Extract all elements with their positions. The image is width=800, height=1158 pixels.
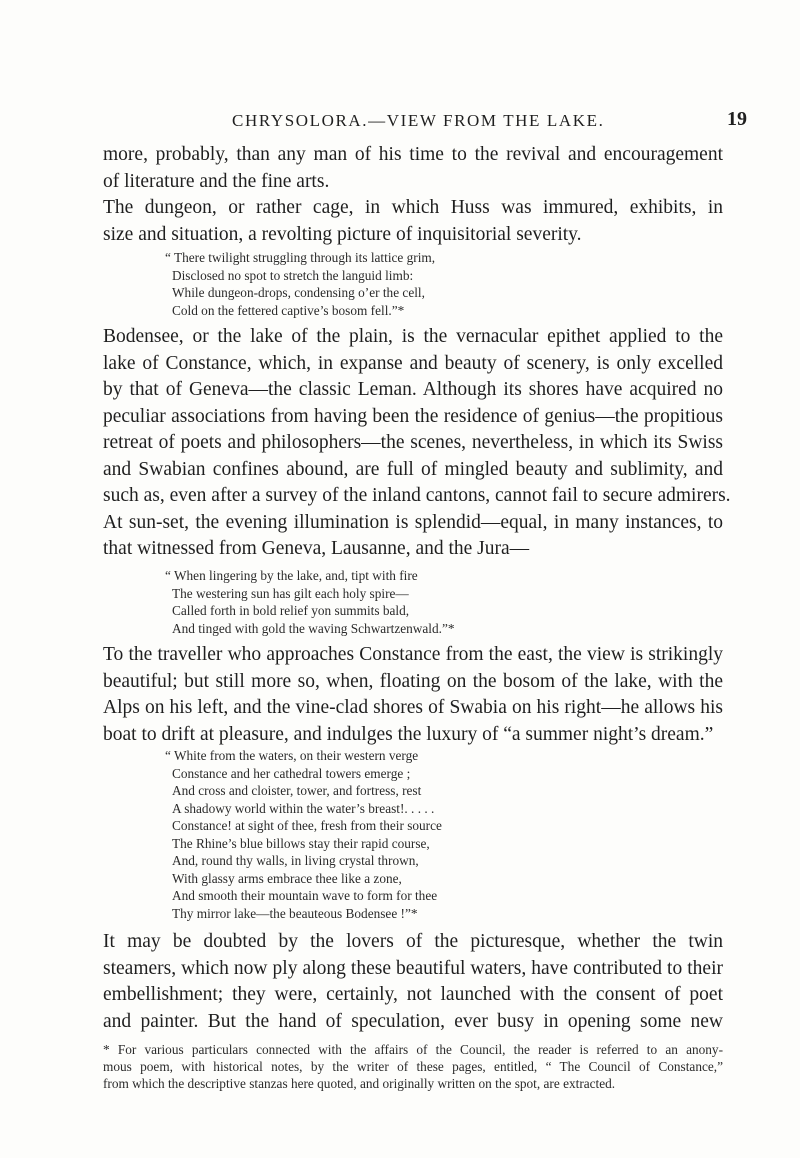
verse-quote-2 bbox=[165, 567, 455, 637]
text-line: more, probably, than any man of his time to the revival and encouragement bbox=[103, 144, 723, 165]
verse-quote-1 bbox=[165, 249, 435, 319]
text-line: embellishment; they were, certainly, not launched with the consent of poet bbox=[103, 984, 723, 1005]
text-line: beautiful; but still more so, when, floating on the bosom of the lake, with the bbox=[103, 670, 723, 692]
text-line: and Swabian confines abound, are full of mingled beauty and sublimity, and bbox=[103, 458, 723, 480]
text-line: by that of Geneva—the classic Leman. Although its shores have acquired no bbox=[103, 379, 723, 400]
text-line: and painter. But the hand of speculation, ever busy in opening some new bbox=[103, 1010, 723, 1032]
verse-line: And, round thy walls, in living crystal thrown, bbox=[172, 853, 419, 868]
text-line: retreat of poets and philosophers—the scenes, nevertheless, in which its Swiss bbox=[103, 432, 723, 453]
verse-line: Cold on the fettered captive’s bosom fell.”* bbox=[172, 302, 405, 318]
footnote-line: * For various particulars connected with the affairs of the Council, the reader is referred to an anony- bbox=[103, 1042, 723, 1057]
verse-line: And cross and cloister, tower, and fortress, rest bbox=[172, 783, 422, 798]
verse-quote-3 bbox=[165, 747, 442, 922]
paragraph-1 bbox=[103, 142, 723, 195]
text-line: To the traveller who approaches Constance from the east, the view is strikingly bbox=[103, 644, 723, 665]
text-line: such as, even after a survey of the inland cantons, cannot fail to secure admirers. bbox=[103, 485, 731, 506]
footnote bbox=[103, 1041, 723, 1092]
text-line: Bodensee, or the lake of the plain, is the vernacular epithet applied to the bbox=[103, 326, 723, 347]
text-line: It may be doubted by the lovers of the picturesque, whether the twin bbox=[103, 931, 723, 952]
verse-line: A shadowy world within the water’s breast!. . . . . bbox=[172, 800, 435, 816]
verse-line: With glassy arms embrace thee like a zone, bbox=[172, 870, 402, 886]
verse-line: “ There twilight struggling through its lattice grim, bbox=[165, 250, 436, 265]
paragraph-5 bbox=[103, 929, 723, 1035]
text-line: Alps on his left, and the vine-clad shores of Swabia on his right—he allows his bbox=[103, 697, 723, 718]
verse-line: “ White from the waters, on their western verge bbox=[165, 748, 419, 763]
verse-line: Disclosed no spot to stretch the languid limb: bbox=[172, 267, 414, 283]
verse-line: Constance! at sight of thee, fresh from their source bbox=[172, 818, 442, 833]
verse-line: While dungeon-drops, condensing o’er the cell, bbox=[172, 285, 425, 300]
text-line: steamers, which now ply along these beautiful waters, have contributed to their bbox=[103, 957, 723, 979]
verse-line: Constance and her cathedral towers emerge ; bbox=[172, 765, 411, 781]
verse-line: The westering sun has gilt each holy spire— bbox=[172, 585, 409, 601]
text-line: that witnessed from Geneva, Lausanne, and the Jura— bbox=[103, 538, 530, 559]
text-line: size and situation, a revolting picture of inquisitorial severity. bbox=[103, 223, 582, 245]
page-number: 19 bbox=[727, 108, 747, 130]
paragraph-2 bbox=[103, 195, 723, 248]
footnote-line: mous poem, with historical notes, by the writer of these pages, entitled, “ The Council of Constance,” bbox=[103, 1059, 723, 1074]
verse-line: Called forth in bold relief yon summits bald, bbox=[172, 603, 410, 618]
text-line: At sun-set, the evening illumination is splendid—equal, in many instances, to bbox=[103, 511, 723, 533]
paragraph-3 bbox=[103, 324, 731, 563]
paragraph-4 bbox=[103, 642, 723, 748]
verse-line: The Rhine’s blue billows stay their rapid course, bbox=[172, 835, 430, 851]
verse-line: “ When lingering by the lake, and, tipt with fire bbox=[165, 568, 418, 583]
text-line: lake of Constance, which, in expanse and beauty of scenery, is only excelled bbox=[103, 352, 723, 374]
text-line: peculiar associations from having been the residence of genius—the propitious bbox=[103, 405, 723, 427]
verse-line: Thy mirror lake—the beauteous Bodensee !”* bbox=[172, 905, 418, 921]
running-head: CHRYSOLORA.—VIEW FROM THE LAKE. bbox=[232, 111, 605, 130]
verse-line: And smooth their mountain wave to form for thee bbox=[172, 888, 438, 903]
text-line: The dungeon, or rather cage, in which Huss was immured, exhibits, in bbox=[103, 197, 723, 218]
text-line: of literature and the fine arts. bbox=[103, 170, 330, 192]
footnote-line: from which the descriptive stanzas here quoted, and originally written on the spot, are extracted. bbox=[103, 1076, 616, 1091]
text-line: boat to drift at pleasure, and indulges the luxury of “a summer night’s dream.” bbox=[103, 723, 714, 745]
verse-line: And tinged with gold the waving Schwartzenwald.”* bbox=[172, 620, 455, 636]
